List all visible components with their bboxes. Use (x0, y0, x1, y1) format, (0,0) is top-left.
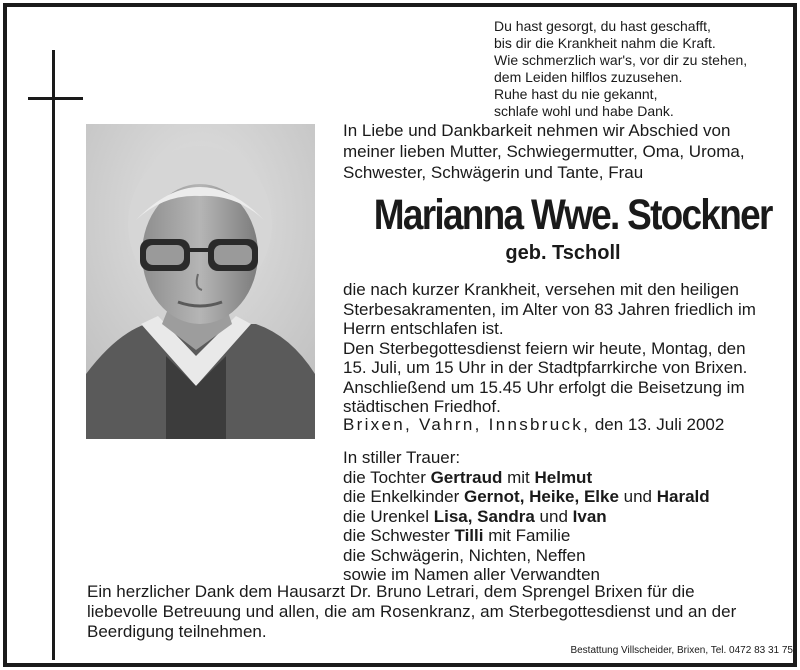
details-line: städtischen Friedhof. (343, 397, 501, 416)
details-line: 15. Juli, um 15 Uhr in der Stadtpfarrkirche von Brixen. (343, 358, 748, 377)
details-line: Herrn entschlafen ist. (343, 319, 504, 338)
details-line: Sterbesakramenten, im Alter von 83 Jahren friedlich im (343, 299, 756, 319)
mourner-name: Harald (656, 487, 710, 506)
cross-icon-horizontal (28, 97, 83, 100)
mourner-relation: die Urenkel (343, 506, 434, 526)
poem-line: bis dir die Krankheit nahm die Kraft. (494, 35, 716, 51)
mourner-line (343, 546, 783, 566)
mourner-relation: die Schwägerin, Nichten, Neffen (343, 545, 586, 565)
mourner-line (343, 507, 783, 527)
poem-line: dem Leiden hilflos zuzusehen. (494, 69, 683, 85)
intro-text (343, 120, 783, 183)
mourner-lines (343, 468, 783, 585)
thanks-line: Ein herzlicher Dank dem Hausarzt Dr. Bruno Letrari, dem Sprengel Brixen für die (87, 582, 695, 601)
mourner-name: Tilli (454, 526, 484, 545)
cross-icon-vertical (52, 50, 55, 660)
intro-line: In Liebe und Dankbarkeit nehmen wir Abschied von (343, 121, 731, 140)
mourner-name: Gernot, Heike, Elke (463, 487, 619, 506)
mourner-relation: die Enkelkinder (343, 487, 464, 506)
poem-line: Wie schmerzlich war's, vor dir zu stehen, (494, 52, 748, 68)
mourner-name: Ivan (572, 506, 607, 526)
intro-line: Schwester, Schwägerin und Tante, Frau (343, 163, 644, 182)
intro-line: meiner lieben Mutter, Schwiegermutter, Oma, Uroma, (343, 142, 745, 161)
mourner-name: Helmut (534, 467, 593, 487)
mourners-heading: In stiller Trauer: (343, 448, 461, 467)
poem-line: schlafe wohl und habe Dank. (494, 103, 674, 119)
maiden-name: geb. Tscholl (505, 242, 621, 264)
mourner-relation: die Schwester (343, 526, 455, 545)
thanks-line: liebevolle Betreuung und allen, die am Rosenkranz, am Sterbegottesdienst und an der (87, 602, 737, 621)
details-line: die nach kurzer Krankheit, versehen mit den heiligen (343, 280, 739, 299)
mourner-relation: die Tochter (343, 467, 431, 487)
place-date (343, 415, 783, 435)
thanks-line: Beerdigung teilnehmen. (87, 622, 267, 641)
mourner-line (343, 468, 783, 488)
thanks-text (87, 582, 777, 642)
mourner-name: Lisa, Sandra (433, 506, 535, 526)
mourner-relation: mit Familie (483, 526, 571, 545)
poem-line: Du hast gesorgt, du hast geschafft, (494, 18, 711, 34)
mourner-line (343, 526, 783, 546)
poem (494, 18, 794, 120)
mourners (343, 448, 783, 585)
mourner-relation: mit (502, 467, 535, 487)
date: den 13. Juli 2002 (590, 415, 725, 434)
portrait-photo (86, 124, 315, 439)
funeral-details (343, 280, 783, 417)
deceased-name: Marianna Wwe. Stockner (373, 191, 772, 239)
mourner-line (343, 487, 783, 507)
mourner-name: Gertraud (430, 467, 503, 487)
details-line: Anschließend um 15.45 Uhr erfolgt die Beisetzung im (343, 377, 745, 397)
mourner-relation: und (534, 506, 573, 526)
details-line: Den Sterbegottesdienst feiern wir heute, Montag, den (343, 338, 746, 358)
poem-line: Ruhe hast du nie gekannt, (494, 86, 658, 102)
mourner-relation: und (618, 487, 657, 506)
places: Brixen, Vahrn, Innsbruck, (343, 415, 591, 434)
mourner-relation: sowie im Namen aller Verwandten (343, 565, 601, 584)
funeral-home-footer: Bestattung Villscheider, Brixen, Tel. 0472 83 31 75 (570, 645, 793, 656)
